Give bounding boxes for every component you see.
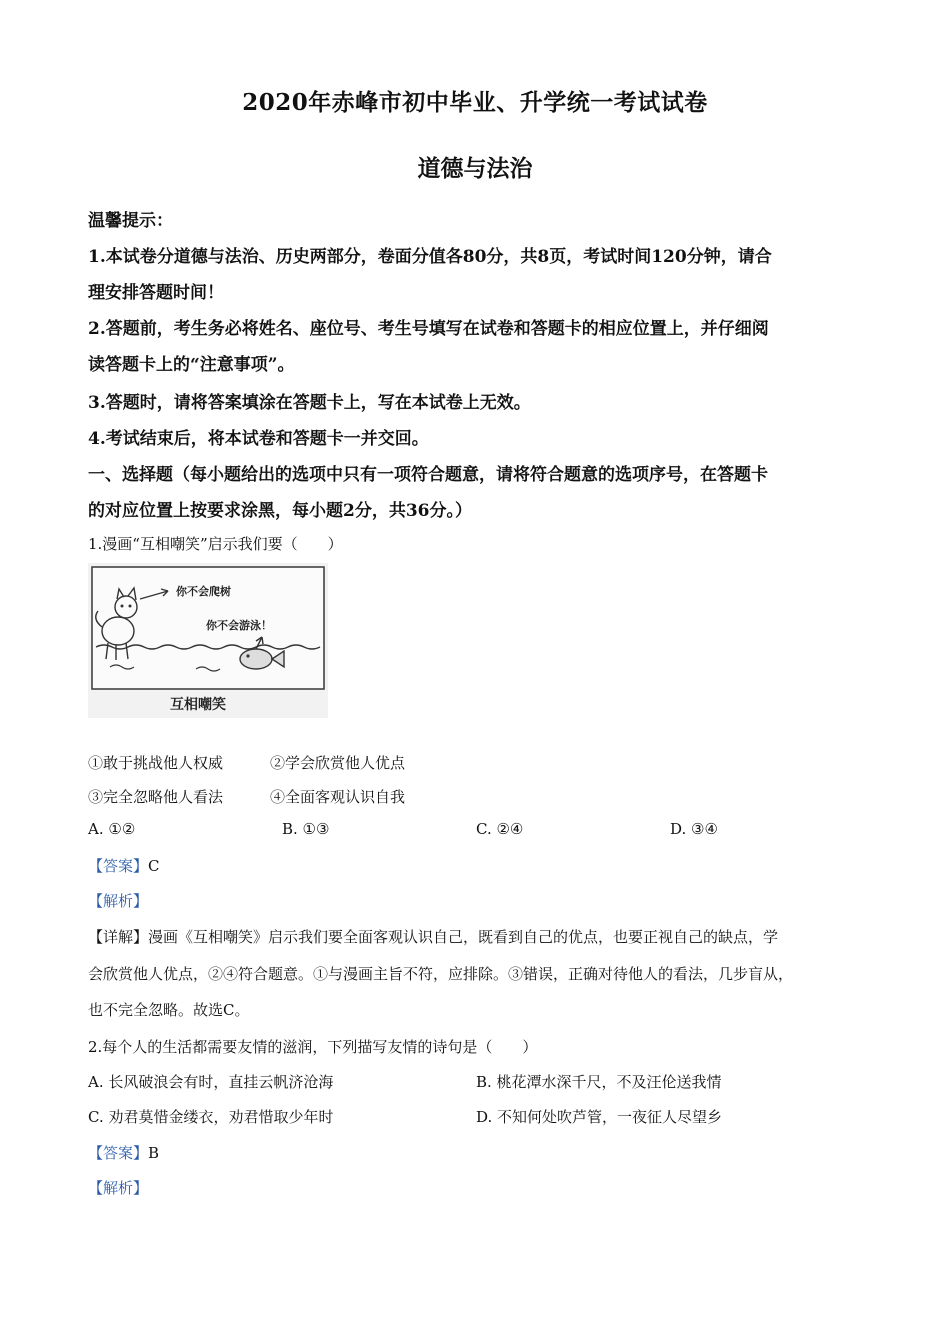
section-heading: 一、选择题（每小题给出的选项中只有一项符合题意，请将符合题意的选项序号，在答题卡 bbox=[88, 465, 768, 485]
statement-2: ②学会欣赏他人优点 bbox=[270, 754, 406, 772]
answer-value: C bbox=[148, 857, 160, 875]
answer-value: B bbox=[148, 1144, 160, 1162]
answer-line bbox=[88, 855, 160, 876]
option-a: A. ①② bbox=[88, 820, 136, 838]
tip-line: 3.答题时，请将答案填涂在答题卡上，写在本试卷上无效。 bbox=[88, 393, 531, 413]
exam-title: 2020年赤峰市初中毕业、升学统一考试试卷 bbox=[242, 89, 708, 116]
option-c: C. 劝君莫惜金缕衣，劝君惜取少年时 bbox=[88, 1108, 334, 1126]
tip-line: 读答题卡上的“注意事项”。 bbox=[88, 355, 295, 375]
answer-line bbox=[88, 1142, 159, 1163]
cartoon-text-1: 你不会爬树 bbox=[176, 585, 231, 598]
cartoon-caption: 互相嘲笑 bbox=[170, 697, 226, 713]
answer-label: 【答案】 bbox=[88, 857, 149, 875]
option-d: D. ③④ bbox=[670, 820, 718, 838]
analysis-label: 【解析】 bbox=[88, 1179, 149, 1197]
question-1-stem: 1.漫画“互相嘲笑”启示我们要（ ） bbox=[88, 535, 343, 553]
cartoon-text-2: 你不会游泳！ bbox=[206, 619, 272, 632]
option-d: D. 不知何处吹芦管，一夜征人尽望乡 bbox=[476, 1108, 723, 1126]
tip-line: 2.答题前，考生务必将姓名、座位号、考生号填写在试卷和答题卡的相应位置上，并仔细阅 bbox=[88, 319, 769, 339]
analysis-label: 【解析】 bbox=[88, 892, 149, 910]
detail-line: 会欣赏他人优点，②④符合题意。①与漫画主旨不符，应排除。③错误，正确对待他人的看法，几步盲从， bbox=[88, 965, 794, 983]
detail-line bbox=[88, 926, 778, 947]
statement-4: ④全面客观认识自我 bbox=[270, 788, 406, 806]
question-2-stem: 2.每个人的生活都需要友情的滋润，下列描写友情的诗句是（ ） bbox=[88, 1038, 538, 1056]
tip-line: 4.考试结束后，将本试卷和答题卡一并交回。 bbox=[88, 429, 429, 449]
tip-line: 1.本试卷分道德与法治、历史两部分，卷面分值各80分，共8页，考试时间120分钟，请合 bbox=[88, 247, 772, 267]
option-b: B. ①③ bbox=[282, 820, 330, 838]
answer-label: 【答案】 bbox=[88, 1144, 149, 1162]
cartoon-image bbox=[88, 563, 328, 718]
subject-title: 道德与法治 bbox=[417, 155, 533, 182]
tips-heading: 温馨提示： bbox=[88, 211, 173, 231]
option-c: C. ②④ bbox=[476, 820, 524, 838]
option-a: A. 长风破浪会有时，直挂云帆济沧海 bbox=[88, 1073, 334, 1091]
detail-text: 漫画《互相嘲笑》启示我们要全面客观认识自己，既看到自己的优点，也要正视自己的缺点，学 bbox=[148, 928, 779, 946]
statement-1: ①敢于挑战他人权威 bbox=[88, 754, 224, 772]
tip-line: 理安排答题时间！ bbox=[88, 283, 224, 303]
statement-3: ③完全忽略他人看法 bbox=[88, 788, 224, 806]
detail-line: 也不完全忽略。故选C。 bbox=[88, 1001, 250, 1019]
section-heading-cont: 的对应位置上按要求涂黑，每小题2分，共36分。） bbox=[88, 501, 472, 521]
detail-label: 【详解】 bbox=[88, 928, 149, 946]
option-b: B. 桃花潭水深千尺，不及汪伦送我情 bbox=[476, 1073, 722, 1091]
